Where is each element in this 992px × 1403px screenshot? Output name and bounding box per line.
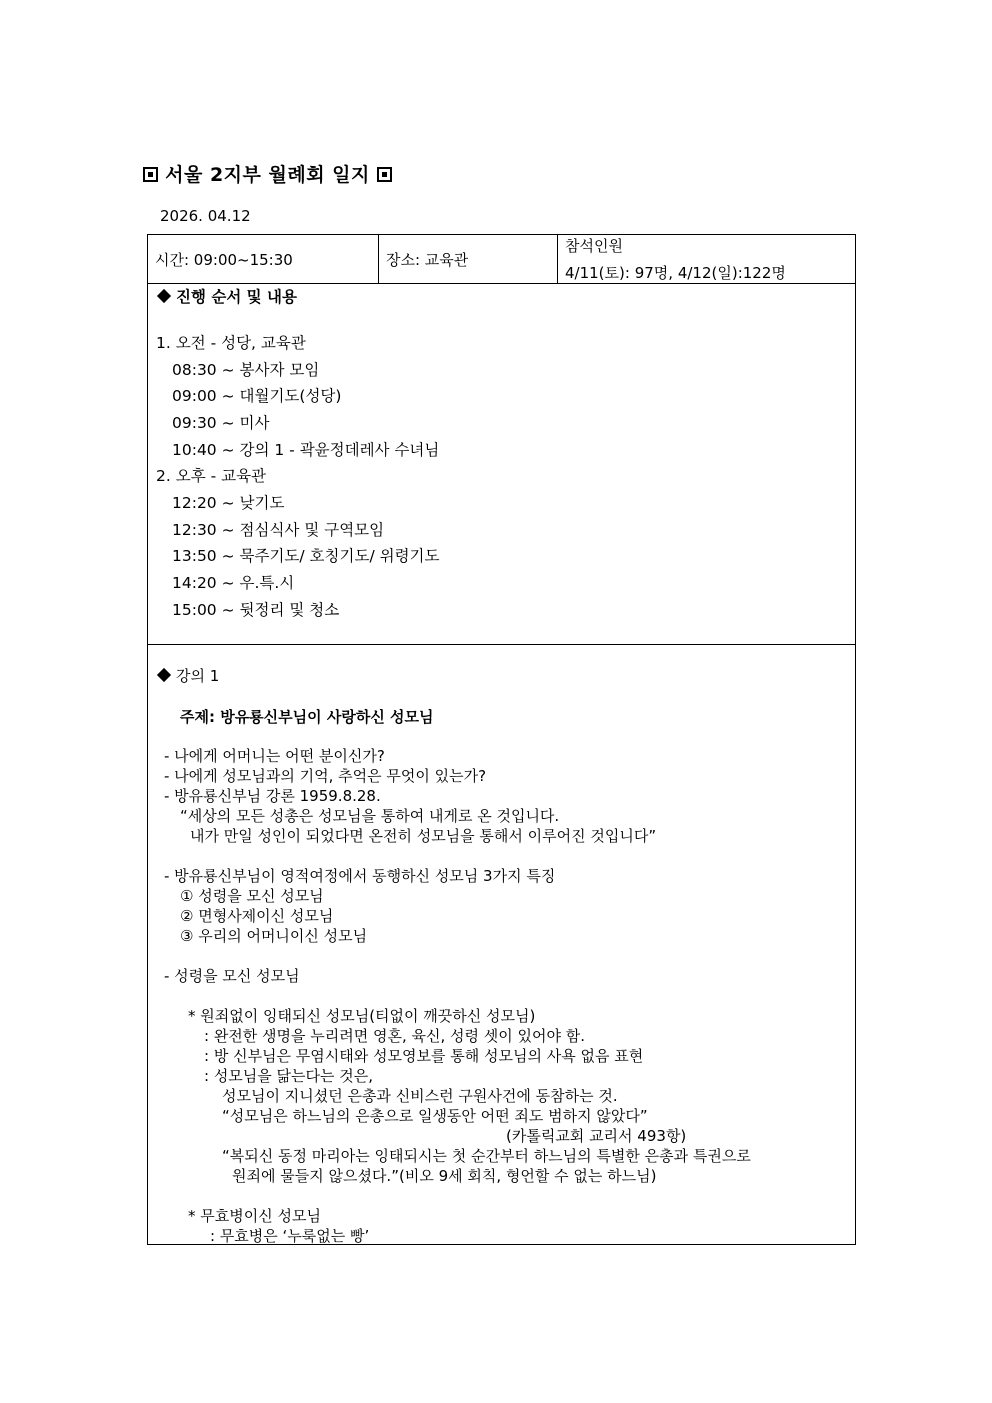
attendance-value: 4/11(토): 97명, 4/12(일):122명 bbox=[565, 264, 786, 282]
lecture-subheading: * 무효병이신 성모님 bbox=[188, 1207, 321, 1225]
time-cell bbox=[148, 235, 379, 283]
schedule-line: 10:40 ~ 강의 1 - 곽윤정데레사 수녀님 bbox=[172, 441, 440, 459]
lecture-note: : 완전한 생명을 누리려면 영혼, 육신, 성령 셋이 있어야 함. bbox=[204, 1027, 586, 1045]
schedule-line: 09:30 ~ 미사 bbox=[172, 414, 270, 432]
lecture-line: - 나에게 성모님과의 기억, 추억은 무엇이 있는가? bbox=[164, 767, 487, 785]
time-text: 시간: 09:00~15:30 bbox=[155, 251, 293, 269]
lecture-note: : 무효병은 ‘누룩없는 빵’ bbox=[210, 1227, 370, 1245]
page-title bbox=[143, 160, 392, 187]
lecture-note: 성모님이 지니셨던 은총과 신비스런 구원사건에 동참하는 것. bbox=[222, 1087, 618, 1105]
attendance-label: 참석인원 bbox=[565, 237, 623, 255]
schedule-line: 1. 오전 - 성당, 교육관 bbox=[156, 334, 306, 352]
schedule-section bbox=[148, 284, 855, 645]
lecture-line: - 방유룡신부님이 영적여정에서 동행하신 성모님 3가지 특징 bbox=[164, 867, 556, 885]
schedule-line: 14:20 ~ 우.특.시 bbox=[172, 574, 295, 592]
lecture-quote: 원죄에 물들지 않으셨다.”(비오 9세 회칙, 형언할 수 없는 하느님) bbox=[232, 1167, 657, 1185]
place-text: 장소: 교육관 bbox=[386, 251, 469, 269]
lecture-subheading: * 원죄없이 잉태되신 성모님(티없이 깨끗하신 성모님) bbox=[188, 1007, 536, 1025]
schedule-heading: 진행 순서 및 내용 bbox=[156, 285, 297, 307]
header-row bbox=[148, 235, 855, 284]
lecture-quote: 내가 만일 성인이 되었다면 온전히 성모님을 통해서 이루어진 것입니다” bbox=[190, 827, 657, 845]
attendance-cell bbox=[558, 235, 855, 283]
lecture-citation: (카톨릭교회 교리서 493항) bbox=[506, 1127, 687, 1145]
schedule-line: 15:00 ~ 뒷정리 및 청소 bbox=[172, 601, 340, 619]
lecture-quote: “성모님은 하느님의 은총으로 일생동안 어떤 죄도 범하지 않았다” bbox=[222, 1107, 648, 1125]
lecture-section bbox=[148, 645, 855, 1244]
lecture-topic: 주제: 방유룡신부님이 사랑하신 성모님 bbox=[180, 708, 434, 726]
lecture-item: ① 성령을 모신 성모님 bbox=[180, 887, 324, 905]
title-text: 서울 2지부 월례회 일지 bbox=[165, 164, 370, 186]
lecture-line: - 성령을 모신 성모님 bbox=[164, 967, 300, 985]
place-cell bbox=[379, 235, 558, 283]
report-date: 2026. 04.12 bbox=[160, 207, 251, 225]
lecture-line: - 나에게 어머니는 어떤 분이신가? bbox=[164, 747, 385, 765]
schedule-line: 09:00 ~ 대월기도(성당) bbox=[172, 387, 342, 405]
lecture-quote: “세상의 모든 성총은 성모님을 통하여 내게로 온 것입니다. bbox=[180, 807, 560, 825]
lecture-quote: “복되신 동정 마리아는 잉태되시는 첫 순간부터 하느님의 특별한 은총과 특권으로 bbox=[222, 1147, 751, 1165]
lecture-line: - 방유룡신부님 강론 1959.8.28. bbox=[164, 787, 381, 805]
lecture-note: : 방 신부님은 무염시태와 성모영보를 통해 성모님의 사욕 없음 표현 bbox=[204, 1047, 644, 1065]
schedule-line: 12:20 ~ 낮기도 bbox=[172, 494, 285, 512]
schedule-line: 13:50 ~ 묵주기도/ 호칭기도/ 위령기도 bbox=[172, 547, 440, 565]
schedule-line: 12:30 ~ 점심식사 및 구역모임 bbox=[172, 521, 385, 539]
schedule-line: 2. 오후 - 교육관 bbox=[156, 467, 267, 485]
diamond-bullet-icon bbox=[157, 289, 171, 303]
schedule-line: 08:30 ~ 봉사자 모임 bbox=[172, 361, 320, 379]
lecture-item: ③ 우리의 어머니이신 성모님 bbox=[180, 927, 368, 945]
lecture-heading: 강의 1 bbox=[156, 665, 219, 686]
diamond-bullet-icon bbox=[157, 668, 171, 682]
report-table bbox=[147, 234, 856, 1245]
square-mark-icon bbox=[143, 167, 158, 182]
lecture-item: ② 면형사제이신 성모님 bbox=[180, 907, 334, 925]
lecture-note: : 성모님을 닮는다는 것은, bbox=[204, 1067, 374, 1085]
square-mark-icon bbox=[377, 167, 392, 182]
